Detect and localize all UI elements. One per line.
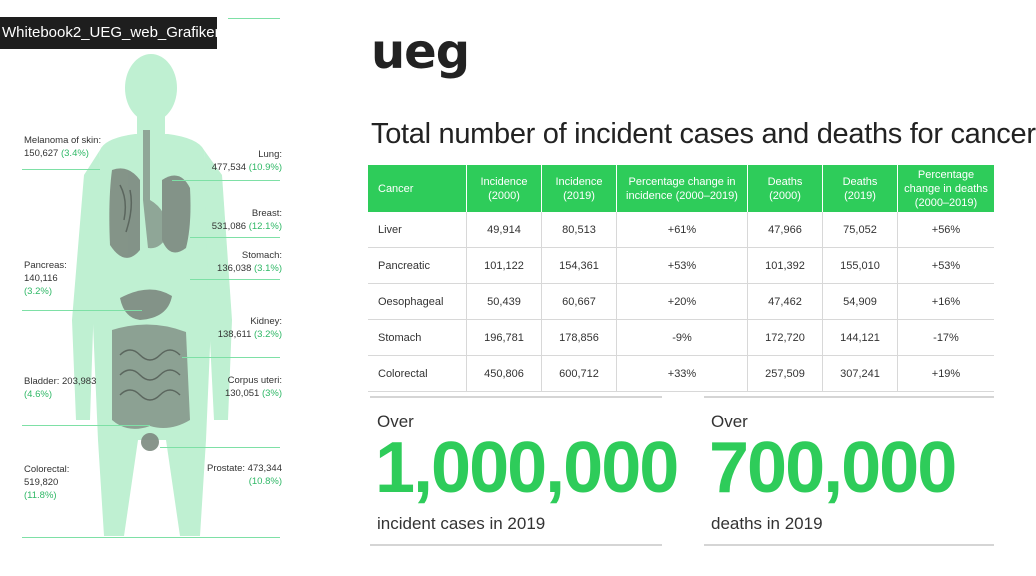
table-row xyxy=(368,320,994,356)
table-cell: 54,909 xyxy=(823,284,898,320)
label-name: Stomach: xyxy=(241,250,282,261)
label-name: Kidney: xyxy=(250,316,282,327)
divider-line xyxy=(22,537,280,538)
table-cell: Pancreatic xyxy=(368,248,467,284)
label-name: Lung: xyxy=(258,149,282,160)
stat-over-label: Over xyxy=(377,412,414,431)
divider-line xyxy=(370,544,662,546)
label-percent: (3.1%) xyxy=(254,263,282,274)
table-cell: 60,667 xyxy=(542,284,617,320)
label-pancreas xyxy=(24,259,67,298)
label-lung xyxy=(212,148,282,174)
label-corpus-uteri xyxy=(225,374,282,400)
label-value: 531,086 xyxy=(211,221,247,232)
table-cell: Colorectal xyxy=(368,356,467,392)
label-percent: (12.1%) xyxy=(248,221,282,232)
stat-over-label: Over xyxy=(711,412,748,431)
table-row xyxy=(368,284,994,320)
table-cell: -9% xyxy=(617,320,748,356)
column-header: Incidence (2000) xyxy=(467,165,542,212)
divider-line xyxy=(160,447,280,448)
label-name: Melanoma of skin: xyxy=(24,135,102,146)
table-cell: 80,513 xyxy=(542,212,617,248)
table-cell: 155,010 xyxy=(823,248,898,284)
label-name: Prostate: 473,344 xyxy=(207,463,282,474)
label-name: Breast: xyxy=(251,208,282,219)
divider-line xyxy=(704,396,994,398)
table-cell: 257,509 xyxy=(748,356,823,392)
divider-line xyxy=(228,18,280,19)
cancer-table xyxy=(368,165,994,392)
table-cell: -17% xyxy=(898,320,995,356)
label-bladder xyxy=(24,375,96,401)
table-cell: 47,966 xyxy=(748,212,823,248)
table-cell: 450,806 xyxy=(467,356,542,392)
label-colorectal xyxy=(24,463,69,502)
label-name: Bladder: 203,983 xyxy=(24,376,97,387)
column-header: Percentage change in deaths (2000–2019) xyxy=(898,165,995,212)
table-cell: +53% xyxy=(617,248,748,284)
column-header: Deaths (2019) xyxy=(823,165,898,212)
image-filename-tab[interactable]: Whitebook2_UEG_web_Grafiken.jpg xyxy=(0,17,217,49)
table-cell: 50,439 xyxy=(467,284,542,320)
label-stomach xyxy=(217,249,282,275)
label-prostate xyxy=(207,462,282,488)
table-cell: +56% xyxy=(898,212,995,248)
label-value: 138,611 xyxy=(217,329,252,340)
table-cell: Stomach xyxy=(368,320,467,356)
divider-line xyxy=(172,180,280,181)
column-header: Incidence (2019) xyxy=(542,165,617,212)
table-cell: +20% xyxy=(617,284,748,320)
stat-number: 1,000,000 xyxy=(375,428,678,508)
table-cell: 178,856 xyxy=(542,320,617,356)
table-cell: 49,914 xyxy=(467,212,542,248)
label-name: Pancreas: xyxy=(24,260,67,271)
divider-line xyxy=(370,396,662,398)
incident-cases-stat xyxy=(370,396,678,546)
table-row xyxy=(368,356,994,392)
table-cell: 47,462 xyxy=(748,284,823,320)
label-kidney xyxy=(218,315,282,341)
label-breast xyxy=(212,207,282,233)
table-cell: 144,121 xyxy=(823,320,898,356)
label-percent: (3%) xyxy=(261,388,282,399)
table-cell: 75,052 xyxy=(823,212,898,248)
label-name: Colorectal: xyxy=(24,464,70,475)
label-percent: (3.2%) xyxy=(254,329,282,340)
table-cell: 154,361 xyxy=(542,248,617,284)
divider-line xyxy=(22,310,142,311)
table-cell: +19% xyxy=(898,356,995,392)
divider-line xyxy=(22,169,100,170)
divider-line xyxy=(704,544,994,546)
divider-line xyxy=(190,237,280,238)
label-percent: (10.9%) xyxy=(248,162,282,173)
table-row xyxy=(368,248,994,284)
table-cell: 172,720 xyxy=(748,320,823,356)
table-cell: 307,241 xyxy=(823,356,898,392)
stat-caption: deaths in 2019 xyxy=(711,514,823,533)
divider-line xyxy=(182,357,280,358)
label-value: 140,116 xyxy=(24,273,58,284)
table-cell: 600,712 xyxy=(542,356,617,392)
column-header: Deaths (2000) xyxy=(748,165,823,212)
table-cell: +53% xyxy=(898,248,995,284)
deaths-stat xyxy=(704,396,994,546)
body-infographic xyxy=(0,0,290,576)
label-name: Corpus uteri: xyxy=(227,375,282,386)
label-value: 477,534 xyxy=(211,162,247,173)
table-cell: +61% xyxy=(617,212,748,248)
divider-line xyxy=(190,279,280,280)
table-cell: 101,392 xyxy=(748,248,823,284)
label-value: 136,038 xyxy=(217,263,252,274)
stat-caption: incident cases in 2019 xyxy=(377,514,546,533)
column-header: Percentage change in incidence (2000–2019) xyxy=(617,165,748,212)
label-value: 150,627 xyxy=(24,148,59,159)
table-cell: 196,781 xyxy=(467,320,542,356)
table-cell: Oesophageal xyxy=(368,284,467,320)
table-cell: +16% xyxy=(898,284,995,320)
label-value: 519,820 xyxy=(24,477,59,488)
column-header: Cancer xyxy=(368,165,467,212)
divider-line xyxy=(22,425,150,426)
label-percent: (10.8%) xyxy=(248,476,282,487)
table-header-row xyxy=(368,165,994,212)
page-title: Total number of incident cases and deaths for cancer xyxy=(371,118,1036,150)
label-melanoma xyxy=(24,134,101,160)
ueg-logo: ueg xyxy=(371,24,470,80)
label-percent: (4.6%) xyxy=(24,389,52,400)
table-cell: +33% xyxy=(617,356,748,392)
stat-number: 700,000 xyxy=(709,428,956,508)
label-value: 130,051 xyxy=(224,388,260,399)
label-percent: (3.2%) xyxy=(24,286,52,297)
label-percent: (11.8%) xyxy=(24,490,57,501)
table-cell: 101,122 xyxy=(467,248,542,284)
table-row xyxy=(368,212,994,248)
label-percent: (3.4%) xyxy=(60,148,89,159)
table-cell: Liver xyxy=(368,212,467,248)
